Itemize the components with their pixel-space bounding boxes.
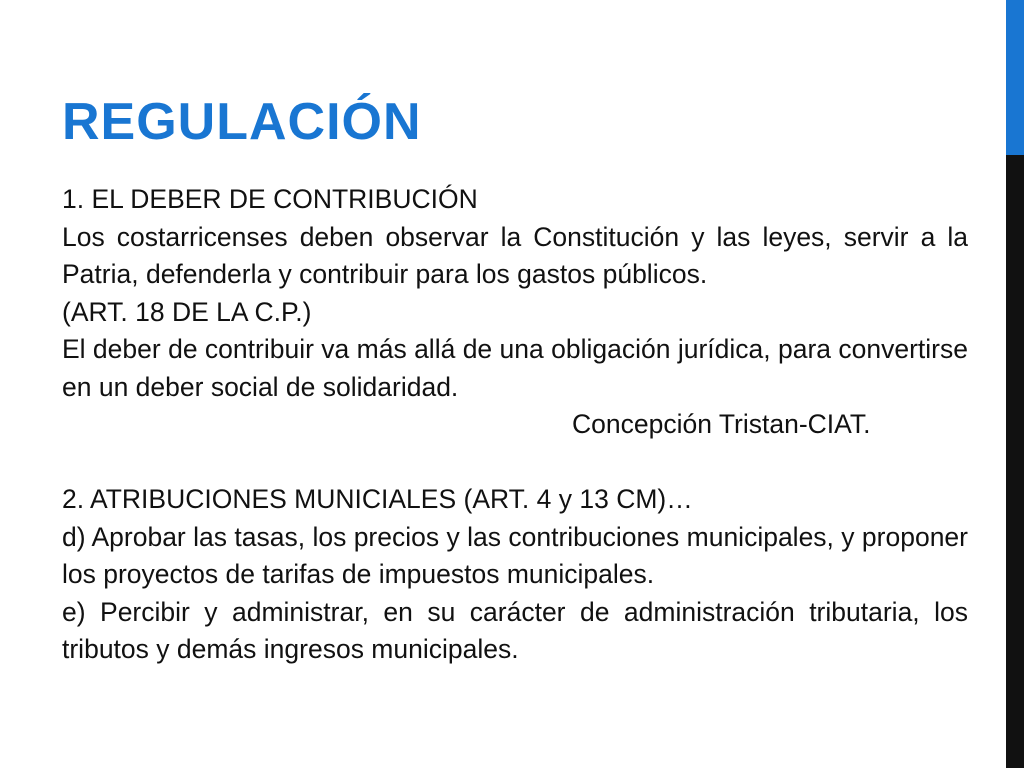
side-accent-bar [1006,0,1024,768]
section2-item-d: d) Aprobar las tasas, los precios y las contribuciones municipales, y proponer los proyectos de tarifas de impuestos municipales. [62,521,968,589]
slide-title: REGULACIÓN [62,93,422,151]
section1-heading: 1. EL DEBER DE CONTRIBUCIÓN [62,184,478,214]
section1-paragraph2: El deber de contribuir va más allá de una obligación jurídica, para convertirse en un deber social de solidaridad. [62,334,968,402]
section1-citation: Concepción Tristan-CIAT. [572,409,871,439]
section1-reference: (ART. 18 DE LA C.P.) [62,296,312,327]
section-spacer [62,444,968,482]
side-accent-blue [1006,0,1024,155]
section1-paragraph1: Los costarricenses deben observar la Constitución y las leyes, servir a la Patria, defenderla y contribuir para los gastos públicos. [62,221,968,289]
slide-body [62,181,968,669]
section2-heading: 2. ATRIBUCIONES MUNICIALES (ART. 4 y 13 CM)… [62,484,693,514]
side-accent-dark [1006,155,1024,768]
section2-item-e: e) Percibir y administrar, en su carácter de administración tributaria, los tributos y demás ingresos municipales. [62,596,968,664]
